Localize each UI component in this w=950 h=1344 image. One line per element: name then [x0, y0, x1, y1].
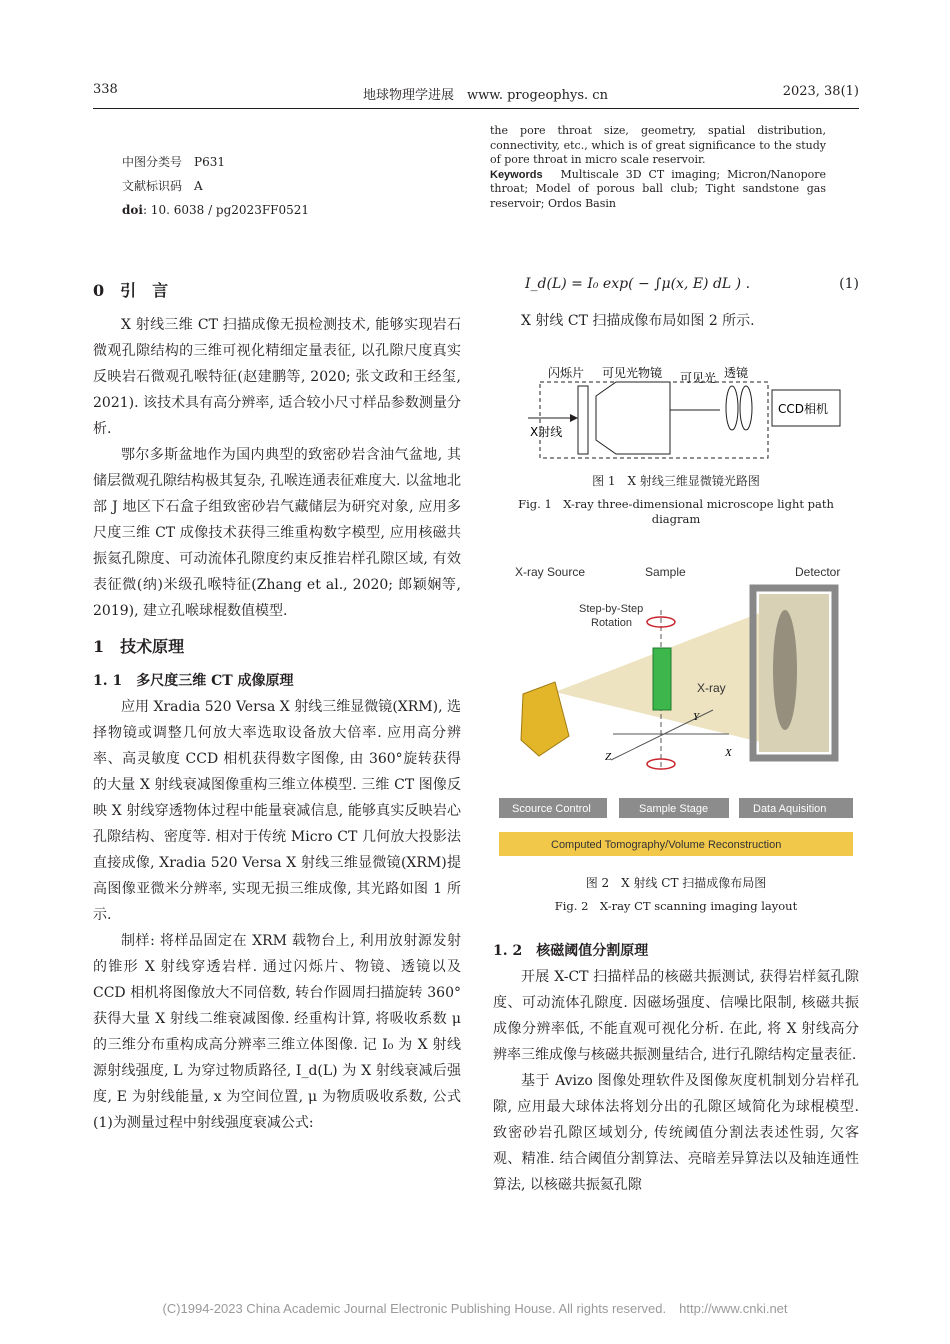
copyright-footer: (C)1994-2023 China Academic Journal Electronic Publishing House. All rights reserved. http://www.cnki.net [162, 1301, 788, 1316]
fig1-label-ccd: CCD相机 [778, 402, 828, 416]
figure-2-caption-en: Fig. 2 X-ray CT scanning imaging layout [554, 899, 798, 913]
keywords-text: Multiscale 3D CT imaging; Micron/Nanopore throat; Model of porous ball club; Tight sandstone gas reservoir; Ordos Basin [490, 167, 827, 210]
running-header [93, 82, 859, 104]
equation-body: I_d(L) = I₀ exp( − ∫μ(x, E) dL ) . [525, 276, 751, 292]
doi-label: doi [122, 203, 143, 217]
doi-value: : 10. 6038 / pg2023FF0521 [142, 203, 310, 217]
fig2-sample [653, 648, 671, 710]
section-1-2-paragraph-1: 开展 X-CT 扫描样品的核磁共振测试, 获得岩样氦孔隙度、可动流体孔隙度. 因磁场强度、信噪比限制, 核磁共振成像分辨率低, 不能直观可视化分析. 在此, 将 X 射线高分辨率三维成像与核磁共振测量结合, 进行孔隙结构定量表征. [493, 969, 859, 1063]
fig2-label-xray: X-ray [697, 681, 726, 695]
fig2-box-source-control-label: Scource Control [512, 803, 591, 815]
fig2-detector-shadow [773, 610, 797, 730]
keywords-label: Keywords [490, 168, 543, 181]
figure-2-reference: X 射线 CT 扫描成像布局如图 2 所示. [521, 313, 755, 329]
figure-2-diagram [493, 560, 859, 865]
volume-issue: 2023, 38(1) [782, 84, 859, 99]
fig1-label-xray: X射线 [530, 425, 563, 439]
article-meta [122, 150, 309, 222]
fig2-box-recon-label: Computed Tomography/Volume Reconstruction [551, 839, 782, 851]
after-equation-text [493, 308, 859, 334]
abstract-text: the pore throat size, geometry, spatial distribution, connectivity, etc., which is of great significance to the study of pore throat in micro scale reservoir. [490, 124, 826, 167]
intro-paragraph-1: X 射线三维 CT 扫描成像无损检测技术, 能够实现岩石微观孔隙结构的三维可视化精细定量表征, 以孔隙尺度真实反映岩石微观孔喉特征(赵建鹏等, 2020; 张文政和王经玺, 2021). 该技术具有高分辨率, 适合较小尺寸样品参数测量分析. [93, 317, 461, 437]
figure-1-diagram [520, 360, 850, 470]
fig2-axis-y: Y [693, 711, 700, 723]
intro-paragraph-2: 鄂尔多斯盆地作为国内典型的致密砂岩含油气盆地, 其储层微观孔隙结构极其复杂, 孔喉连通表征难度大. 以盆地北部 J 地区下石盒子组致密砂岩气藏储层为研究对象, 应用多尺度三维 CT 成像技术获得三维重构数字模型, 应用核磁共振氦孔隙度、可动流体孔隙度约束反推岩样孔隙区域, 有效表征微(纳)米级孔喉特征(Zhang et al., 2020; 郎颖娴等, 2019), 建立孔喉球棍数值模型. [93, 447, 461, 619]
header-rule [93, 108, 859, 109]
clc-number: 中图分类号 P631 [122, 155, 225, 169]
fig2-label-rotation-2: Rotation [591, 617, 632, 629]
section-1-1-paragraph-1: 应用 Xradia 520 Versa X 射线三维显微镜(XRM), 选择物镜或调整几何放大率选取设备放大倍率. 应用高分辨率、高灵敏度 CCD 相机获得数字图像, 由 360°旋转获得的大量 X 射线衰减图像重构三维立体模型. 三维 CT 图像反映 X 射线穿透物体过程中能量衰减信息, 能够真实反映岩心孔隙结构、密度等. 相对于传统 Micro CT 几何放大投影法直接成像, Xradia 520 Versa X 射线三维显微镜(XRM)提高图像亚微米分辨率, 实现无损三维成像, 其光路如图 1 所示. [93, 699, 461, 923]
fig2-box-sample-stage-label: Sample Stage [639, 803, 709, 815]
keywords [490, 168, 826, 212]
figure-1-caption-en: Fig. 1 X-ray three-dimensional microscope light path diagram [518, 497, 834, 526]
equation-1 [525, 276, 859, 300]
figure-2-caption-cn: 图 2 X 射线 CT 扫描成像布局图 [585, 876, 767, 890]
document-code: 文献标识码 A [122, 179, 203, 193]
fig2-label-source: X-ray Source [515, 565, 586, 579]
fig1-lens-1 [726, 386, 738, 430]
fig1-lens-2 [740, 386, 752, 430]
equation-number: (1) [839, 276, 859, 292]
section-1-heading: 1 技术原理 [93, 637, 185, 656]
abstract-continuation [490, 124, 826, 212]
section-1-2-paragraph-2: 基于 Avizo 图像处理软件及图像灰度机制划分岩样孔隙, 应用最大球体法将划分出的孔隙区域简化为球棍模型. 致密砂岩孔隙区域划分, 传统阈值分割法表述性弱, 欠客观、精准. 结合阈值分割算法、亮暗差异算法以及轴连通性算法, 以核磁共振氦孔隙 [493, 1073, 859, 1193]
fig2-box-data-acq-label: Data Aquisition [753, 803, 827, 815]
fig1-objective [596, 382, 670, 454]
fig2-label-rotation-1: Step-by-Step [579, 603, 644, 615]
fig2-label-sample: Sample [645, 565, 686, 579]
fig1-arrow [570, 414, 578, 422]
fig2-label-detector: Detector [795, 565, 841, 579]
fig1-label-scintillator: 闪烁片 [548, 366, 585, 380]
intro-heading: 0 引 言 [93, 281, 169, 300]
fig2-axis-x-label: X [725, 747, 732, 759]
fig1-label-lens: 透镜 [724, 366, 749, 380]
fig1-label-visible: 可见光 [680, 371, 717, 385]
fig1-label-objective: 可见光物镜 [602, 366, 663, 380]
right-column-section-1-2 [493, 938, 859, 1198]
section-1-1-paragraph-2: 制样: 将样品固定在 XRM 载物台上, 利用放射源发射的锥形 X 射线穿透岩样. 通过闪烁片、物镜、透镜以及 CCD 相机将图像放大不同倍数, 转台作圆周扫描旋转 360°获得大量 X 射线二维衰减图像. 经重构计算, 将吸收系数 μ 的三维分布重构成高分辨率三维立体图像. 记 I₀ 为 X 射线源射线强度, L 为穿过物质路径, I_d(L) 为 X 射线衰减后强度, E 为射线能量, x 为空间位置, μ 为物质吸收系数, 公式(1)为测量过程中射线强度衰减公式: [93, 933, 461, 1131]
section-1-2-heading: 1. 2 核磁阈值分割原理 [493, 943, 649, 959]
fig2-axis-z-label: Z [605, 751, 612, 763]
page-number: 338 [93, 82, 118, 97]
doi-line [122, 198, 309, 222]
section-1-1-heading: 1. 1 多尺度三维 CT 成像原理 [93, 673, 294, 689]
figure-1-caption-cn: 图 1 X 射线三维显微镜光路图 [592, 474, 760, 488]
journal-title: 地球物理学进展 www. progeophys. cn [363, 88, 608, 103]
fig1-scintillator [578, 386, 588, 454]
left-column [93, 278, 461, 1136]
